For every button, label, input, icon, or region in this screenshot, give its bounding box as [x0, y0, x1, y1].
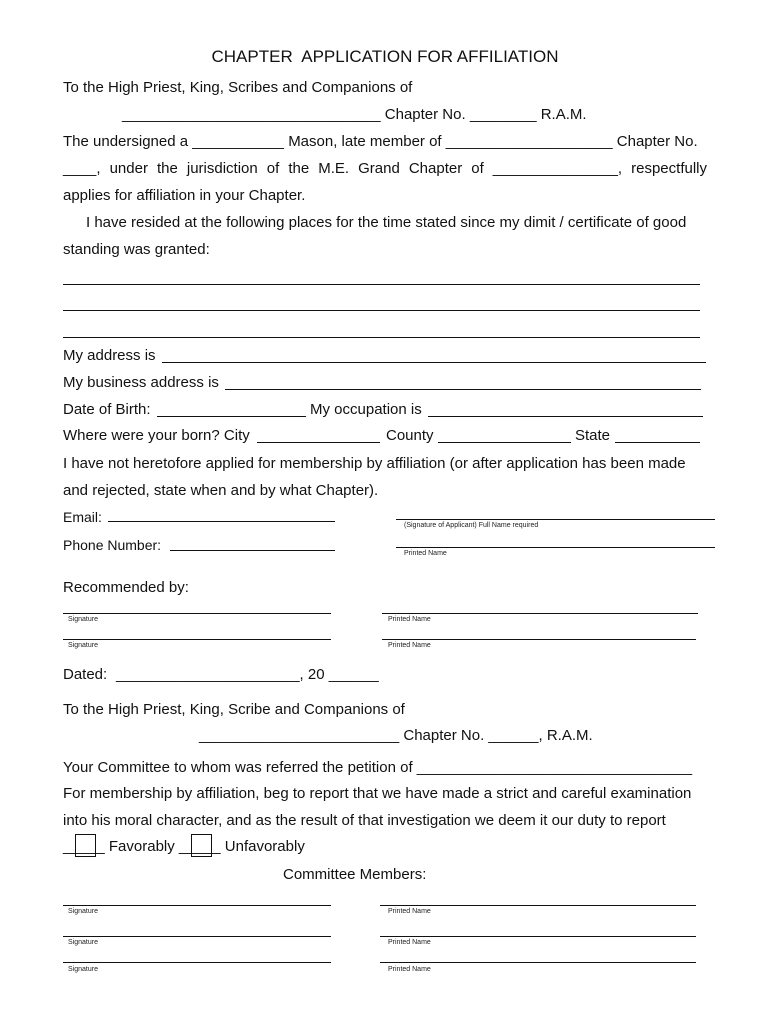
residence-line-2[interactable] — [63, 310, 700, 311]
recommended-label: Recommended by: — [63, 579, 189, 596]
business-address-label: My business address is — [63, 374, 219, 391]
state-field[interactable] — [615, 442, 700, 443]
residence-line-1[interactable] — [63, 284, 700, 285]
rejected-line: and rejected, state when and by what Chapter). — [63, 482, 379, 499]
county-field[interactable] — [438, 442, 571, 443]
committee-salutation: To the High Priest, King, Scribe and Companions of — [63, 701, 405, 718]
resided-line: I have resided at the following places for the time stated since my dimit / certificate of good — [86, 214, 687, 231]
email-field[interactable] — [108, 521, 335, 522]
jurisdiction-word: the — [156, 160, 178, 177]
jurisdiction-word: jurisdiction — [186, 160, 258, 177]
jurisdiction-word: ____, — [63, 160, 101, 177]
committee-1-printed-name-caption: Printed Name — [388, 908, 431, 915]
recommender-2-printed-name-field[interactable] — [382, 639, 696, 640]
committee-2-printed-name-field[interactable] — [380, 936, 696, 937]
undersigned-line: The undersigned a ___________ Mason, late member of ____________________ Chapter No. — [63, 133, 698, 150]
recommender-2-signature-field[interactable] — [63, 639, 331, 640]
recommender-1-signature-caption: Signature — [68, 616, 98, 623]
occupation-field[interactable] — [428, 416, 703, 417]
membership-line: For membership by affiliation, beg to report that we have made a strict and careful examination — [63, 785, 692, 802]
state-label: State — [575, 427, 611, 444]
born-city-label: Where were your born? City — [63, 427, 250, 444]
jurisdiction-word: under — [109, 160, 148, 177]
dated-label: Dated: — [63, 666, 108, 683]
jurisdiction-word: Chapter — [408, 160, 463, 177]
county-label: County — [386, 427, 434, 444]
committee-1-signature-field[interactable] — [63, 905, 331, 906]
committee-members-label: Committee Members: — [283, 866, 427, 883]
jurisdiction-word: Grand — [358, 160, 400, 177]
committee-1-printed-name-field[interactable] — [380, 905, 696, 906]
committee-chapter-line: ________________________ Chapter No. ______, R.A.M. — [199, 727, 593, 744]
dob-label: Date of Birth: — [63, 401, 151, 418]
applicant-signature-field[interactable] — [396, 519, 715, 520]
committee-referred-line: Your Committee to whom was referred the petition of _________________________________ — [63, 759, 693, 776]
page-title: CHAPTER APPLICATION FOR AFFILIATION — [211, 47, 559, 66]
recommender-2-printed-name-caption: Printed Name — [388, 642, 431, 649]
dob-field[interactable] — [157, 416, 306, 417]
committee-2-printed-name-caption: Printed Name — [388, 939, 431, 946]
recommender-1-printed-name-caption: Printed Name — [388, 616, 431, 623]
jurisdiction-word: M.E. — [318, 160, 350, 177]
not-applied-line: I have not heretofore applied for membership by affiliation (or after application has been made — [63, 455, 686, 472]
applicant-signature-caption: (Signature of Applicant) Full Name required — [404, 522, 539, 529]
salutation: To the High Priest, King, Scribes and Companions of — [63, 79, 413, 96]
committee-1-signature-caption: Signature — [68, 908, 98, 915]
standing-line: standing was granted: — [63, 241, 210, 258]
jurisdiction-word: respectfully — [631, 160, 707, 177]
dated-line: ______________________, 20 ______ — [116, 666, 379, 683]
email-label: Email: — [63, 509, 102, 525]
committee-3-printed-name-caption: Printed Name — [388, 966, 431, 973]
committee-2-signature-field[interactable] — [63, 936, 331, 937]
applicant-printed-name-caption: Printed Name — [404, 550, 447, 557]
jurisdiction-word: of — [471, 160, 484, 177]
city-field[interactable] — [257, 442, 380, 443]
address-label: My address is — [63, 347, 156, 364]
jurisdiction-word: of — [266, 160, 280, 177]
committee-3-printed-name-field[interactable] — [380, 962, 696, 963]
recommender-1-signature-field[interactable] — [63, 613, 331, 614]
occupation-label: My occupation is — [310, 401, 422, 418]
committee-2-signature-caption: Signature — [68, 939, 98, 946]
unfavorably-checkbox[interactable] — [191, 834, 212, 857]
committee-3-signature-field[interactable] — [63, 962, 331, 963]
jurisdiction-line — [63, 160, 707, 178]
recommender-1-printed-name-field[interactable] — [382, 613, 698, 614]
business-address-field[interactable] — [225, 389, 701, 390]
applies-line: applies for affiliation in your Chapter. — [63, 187, 306, 204]
phone-field[interactable] — [170, 550, 335, 551]
moral-line: into his moral character, and as the result of that investigation we deem it our duty to report — [63, 812, 666, 829]
chapter-line: _______________________________ Chapter No. ________ R.A.M. — [122, 106, 587, 123]
jurisdiction-word: the — [288, 160, 310, 177]
committee-3-signature-caption: Signature — [68, 966, 98, 973]
phone-label: Phone Number: — [63, 537, 162, 553]
favorably-line: _____ Favorably _____ Unfavorably — [63, 838, 305, 855]
address-field[interactable] — [162, 362, 706, 363]
recommender-2-signature-caption: Signature — [68, 642, 98, 649]
residence-line-3[interactable] — [63, 337, 700, 338]
applicant-printed-name-field[interactable] — [396, 547, 715, 548]
jurisdiction-word: _______________, — [492, 160, 623, 177]
favorably-checkbox[interactable] — [75, 834, 96, 857]
